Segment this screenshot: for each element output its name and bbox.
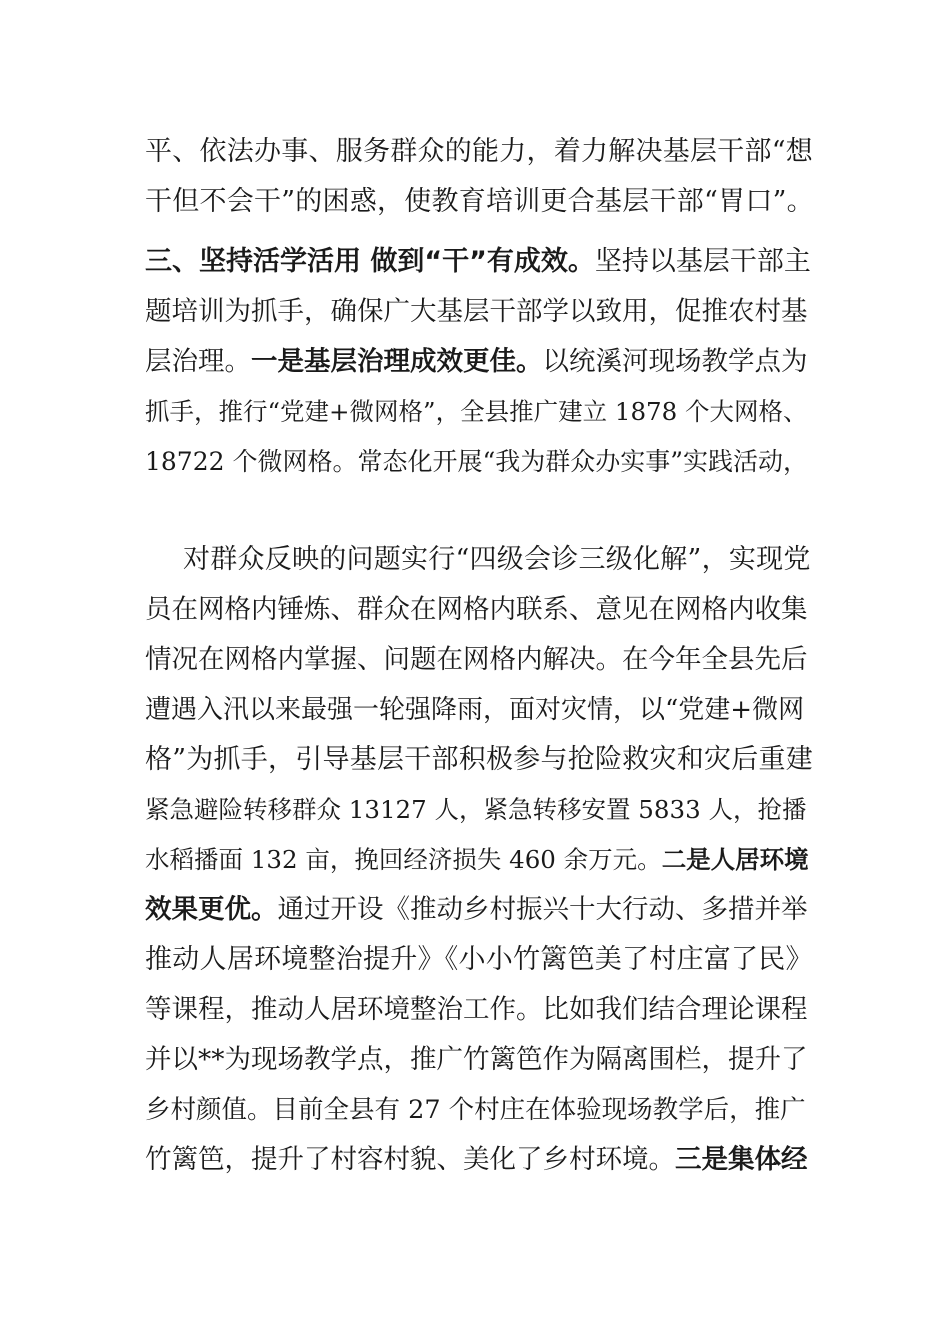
subheading: 二是人居环境 (661, 845, 809, 874)
line-text: 水稻播面 132 亩，挽回经济损失 460 余万元。 (145, 845, 662, 874)
text-line (145, 788, 815, 832)
line-text: 乡村颜值。目前全县有 27 个村庄在体验现场教学后，推广 (145, 1095, 806, 1125)
text-line (145, 688, 815, 732)
line-text: 情况在网格内掌握、问题在网格内解决。在今年全县先后 (145, 644, 808, 675)
line-text: 通过开设《推动乡村振兴十大行动、多措并举 (277, 894, 808, 925)
text-line (145, 638, 815, 682)
subheading: 效果更优。 (145, 894, 278, 925)
line-text: 平、依法办事、服务群众的能力，着力解决基层干部“想 (145, 136, 814, 167)
text-line (145, 588, 815, 632)
line-text: 干但不会干”的困惑，使教育培训更合基层干部“胃口”。 (145, 186, 814, 217)
text-line (145, 1038, 815, 1082)
paragraph-first-line (183, 538, 815, 582)
text-line (145, 938, 815, 982)
text-line (145, 180, 815, 224)
text-line (145, 988, 815, 1032)
text-line (145, 340, 815, 384)
text-line (145, 290, 815, 334)
subheading: 三是集体经 (675, 1144, 808, 1175)
line-text: 抓手，推行“党建+微网格”，全县推广建立 1878 个大网格、 (145, 397, 808, 426)
line-text-continued: 以统溪河现场教学点为 (542, 346, 808, 377)
text-line (145, 738, 815, 782)
line-text: 遭遇入汛以来最强一轮强降雨，面对灾情，以“党建+微网 (145, 695, 805, 725)
line-text: 员在网格内锤炼、群众在网格内联系、意见在网格内收集 (145, 594, 808, 625)
line-text: 题培训为抓手，确保广大基层干部学以致用，促推农村基 (145, 296, 808, 327)
text-line (145, 888, 815, 932)
text-line (145, 130, 815, 174)
line-text: 层治理。 (145, 346, 251, 377)
line-text: 格”为抓手，引导基层干部积极参与抢险救灾和灾后重建 (145, 744, 814, 775)
line-text: 并以**为现场教学点，推广竹篱笆作为隔离围栏，提升了 (145, 1044, 808, 1075)
section-heading: 三、坚持活学活用 做到“干”有成效。 (145, 246, 595, 277)
section-heading-line (145, 240, 815, 284)
text-line (145, 1088, 815, 1132)
subheading: 一是基层治理成效更佳。 (251, 346, 543, 377)
text-line (145, 440, 815, 484)
line-text: 坚持以基层干部主 (594, 246, 811, 277)
line-text: 对群众反映的问题实行“四级会诊三级化解”，实现党 (183, 544, 811, 575)
text-line (145, 838, 815, 882)
line-text: 等课程，推动人居环境整治工作。比如我们结合理论课程 (145, 994, 808, 1025)
line-text: 竹篱笆，提升了村容村貌、美化了乡村环境。 (145, 1144, 675, 1175)
text-line (145, 390, 815, 434)
line-text: 18722 个微网格。常态化开展“我为群众办实事”实践活动， (145, 447, 809, 476)
text-line (145, 1138, 815, 1182)
line-text: 推动人居环境整治提升》《小小竹篱笆美了村庄富了民》 (145, 944, 813, 975)
line-text: 紧急避险转移群众 13127 人，紧急转移安置 5833 人，抢播 (145, 795, 807, 824)
